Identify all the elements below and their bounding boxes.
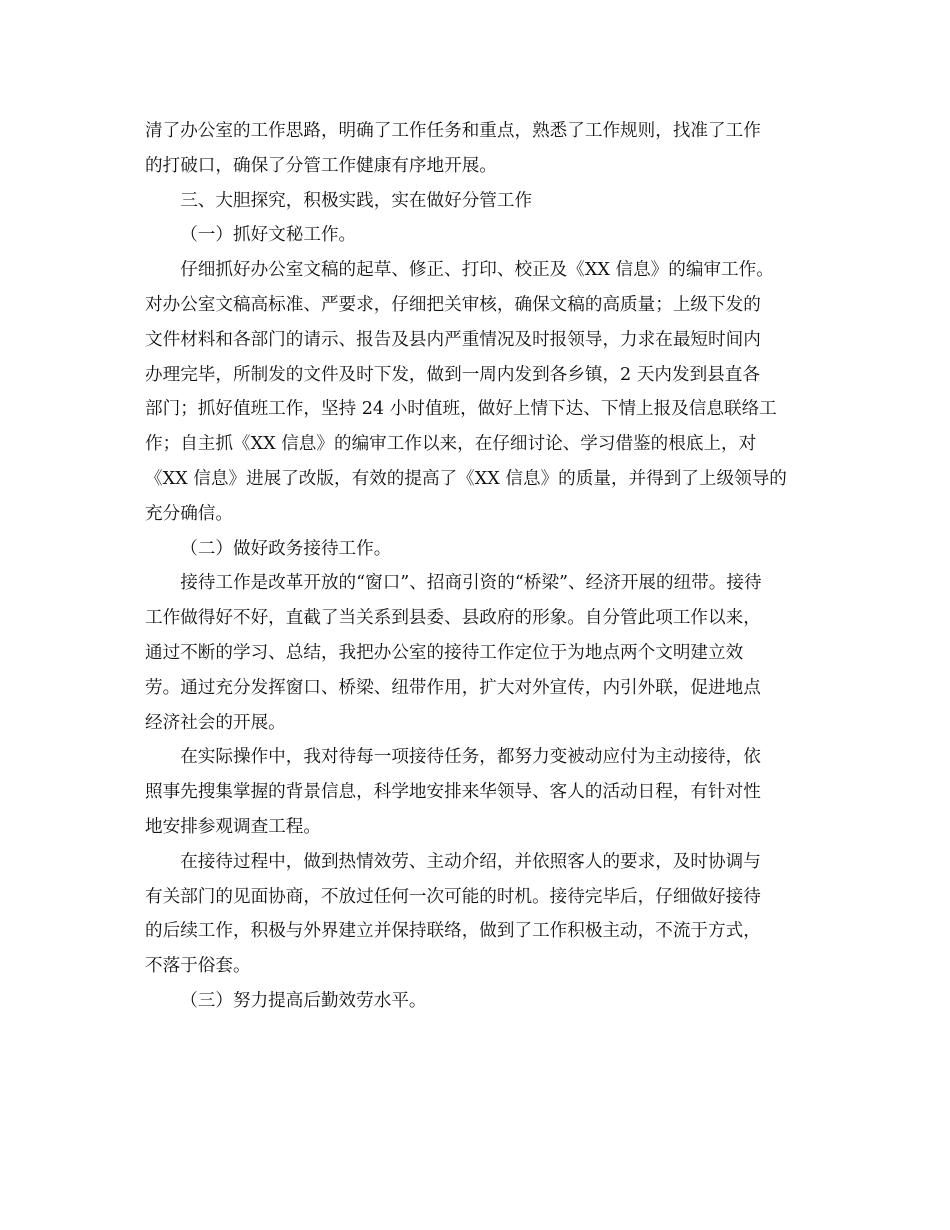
text-line: （三）努力提高后勤效劳水平。 [180, 990, 427, 1011]
text-line: 的后续工作，积极与外界建立并保持联络，做到了工作积极主动，不流于方式， [145, 921, 761, 942]
document-body [145, 114, 810, 1019]
text-line: 《XX 信息》进展了改版，有效的提高了《XX 信息》的质量，并得到了上级领导的 [145, 468, 787, 489]
text-line: 有关部门的见面协商，不放过任何一次可能的时机。接待完毕后，仔细做好接待 [145, 886, 761, 907]
body-paragraph [145, 740, 810, 844]
subsection-heading [145, 984, 810, 1019]
text-line: 照事先搜集掌握的背景信息，科学地安排来华领导、客人的活动日程，有针对性 [145, 782, 761, 803]
text-line: 文件材料和各部门的请示、报告及县内严重情况及时报领导，力求在最短时间内 [145, 329, 761, 350]
text-line: 的打破口，确保了分管工作健康有序地开展。 [145, 155, 497, 176]
body-paragraph [145, 114, 810, 184]
text-line: 部门；抓好值班工作，坚持 24 小时值班，做好上情下达、下情上报及信息联络工 [145, 399, 777, 420]
body-paragraph [145, 566, 810, 740]
text-line: （二）做好政务接待工作。 [180, 538, 392, 559]
text-line: 不落于俗套。 [145, 956, 251, 977]
text-line: 通过不断的学习、总结，我把办公室的接待工作定位于为地点两个文明建立效 [145, 642, 744, 663]
text-line: 在实际操作中，我对待每一项接待任务，都努力变被动应付为主动接待，依 [180, 747, 761, 768]
text-line: 清了办公室的工作思路，明确了工作任务和重点，熟悉了工作规则，找准了工作 [145, 121, 761, 141]
text-line: 劳。通过充分发挥窗口、桥梁、纽带作用，扩大对外宣传，内引外联，促进地点 [145, 677, 761, 698]
text-line: 在接待过程中，做到热情效劳、主动介绍，并依照客人的要求，及时协调与 [180, 851, 761, 872]
section-heading [145, 184, 810, 219]
text-line: 接待工作是改革开放的“窗口”、招商引资的“桥梁”、经济开展的纽带。接待 [180, 573, 762, 594]
text-line: 地安排参观调查工程。 [145, 816, 321, 837]
text-line: 工作做得好不好，直截了当关系到县委、县政府的形象。自分管此项工作以来， [145, 608, 761, 629]
subsection-heading [145, 218, 810, 253]
text-line: 三、大胆探究，积极实践，实在做好分管工作 [180, 190, 533, 211]
text-line: 充分确信。 [145, 503, 233, 524]
text-line: 对办公室文稿高标准、严要求，仔细把关审核，确保文稿的高质量；上级下发的 [145, 294, 761, 315]
text-line: 仔细抓好办公室文稿的起草、修正、打印、校正及《XX 信息》的编审工作。 [180, 260, 774, 281]
subsection-heading [145, 532, 810, 567]
body-paragraph [145, 845, 810, 984]
text-line: 作；自主抓《XX 信息》的编审工作以来，在仔细讨论、学习借鉴的根底上，对 [145, 434, 757, 455]
text-line: 办理完毕，所制发的文件及时下发，做到一周内发到各乡镇，2 天内发到县直各 [145, 364, 760, 385]
text-line: （一）抓好文秘工作。 [180, 225, 357, 246]
body-paragraph [145, 253, 810, 531]
text-line: 经济社会的开展。 [145, 712, 286, 733]
